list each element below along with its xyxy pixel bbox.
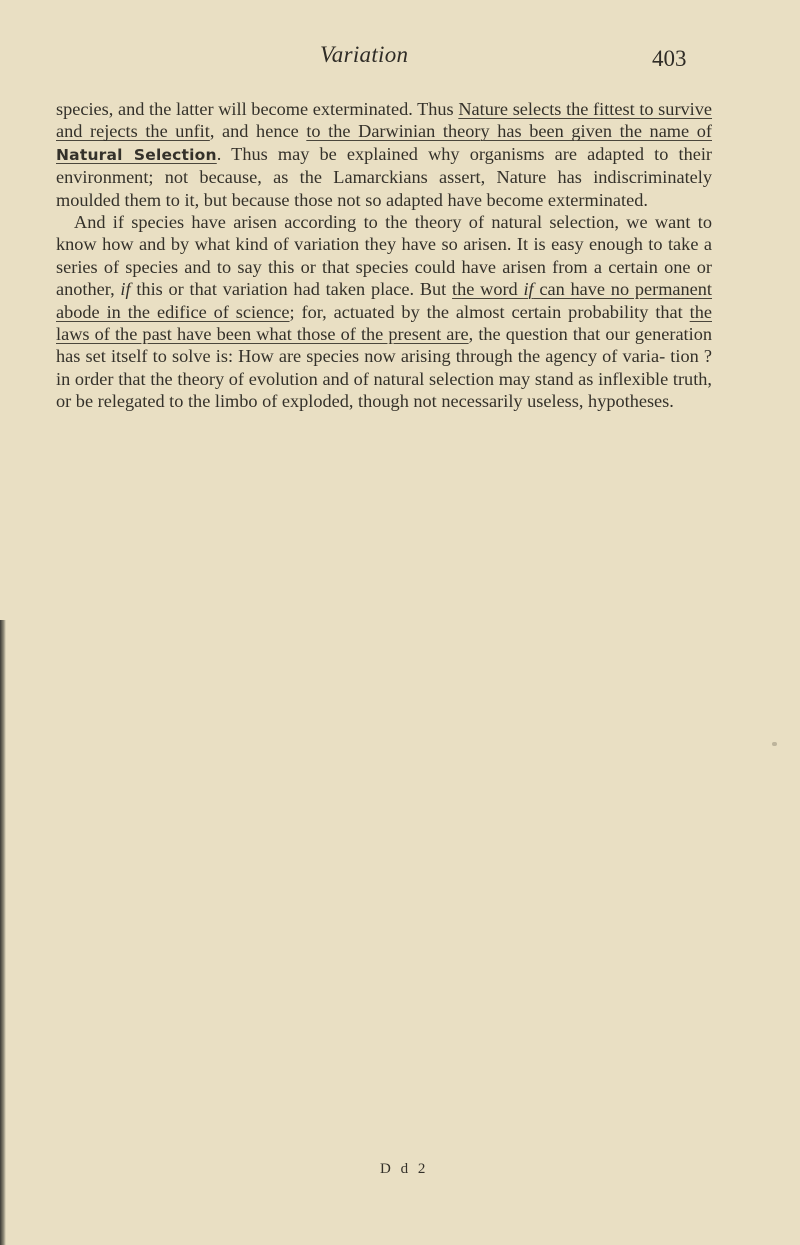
page-number: 403 [652, 46, 687, 71]
page-header [0, 42, 800, 82]
p1-underlined-nature-selects: Nature selects the fittest to survive and rejects the unfit [56, 99, 713, 142]
paragraph-2 [56, 211, 712, 413]
paper-speck [772, 742, 777, 746]
paragraph-1 [56, 98, 712, 211]
p2-underlined-the-word: the word [452, 279, 524, 300]
p2-text-1: And if species have arisen according to the theory of natural selection, we want to know how and by what kind of variation they have so arisen. It is easy enough to take a series of species and to say this or that species could have arisen from a certain one or another, [56, 212, 712, 300]
running-title: Variation [320, 42, 409, 67]
p1-text-2: , and hence [209, 121, 307, 142]
p1-text-3: . Thus may be explained why organisms are adapted to their environment; not because, as the Lamarckians assert, Nature has indiscriminately moulded them to it, but because those not so adapted have become exterminated. [56, 143, 713, 210]
p2-underlined-permanent-abode: can have no permanent abode in the edifice of science [56, 279, 713, 322]
body-text [56, 98, 712, 413]
p1-text-1: species, and the latter will become exterminated. Thus [56, 99, 459, 119]
p2-text-3: ; for, actuated by the almost certain probability that [289, 301, 690, 322]
p2-italic-if-2: if [523, 279, 534, 300]
p2-text-2: this or that variation had taken place. But [130, 279, 453, 300]
p1-natural-selection-term: Natural Selection [56, 145, 217, 164]
p2-underlined-laws-of-past: the laws of the past have been what those of the present are [56, 301, 712, 345]
p2-italic-if-1: if [120, 279, 131, 300]
page-edge-shadow [0, 620, 6, 1245]
p1-underlined-darwinian-theory: to the Darwinian theory has been given the name of [306, 121, 712, 142]
p2-text-4: , the question that our generation has set itself to solve is: How are species now arising through the agency of varia- tion ? in order that the theory of evolution and of natural selection may stand as inflexible truth, or be relegated to the limbo of exploded, though not necessarily useless, hypotheses. [56, 324, 712, 412]
signature-mark: D d 2 [380, 1161, 429, 1177]
